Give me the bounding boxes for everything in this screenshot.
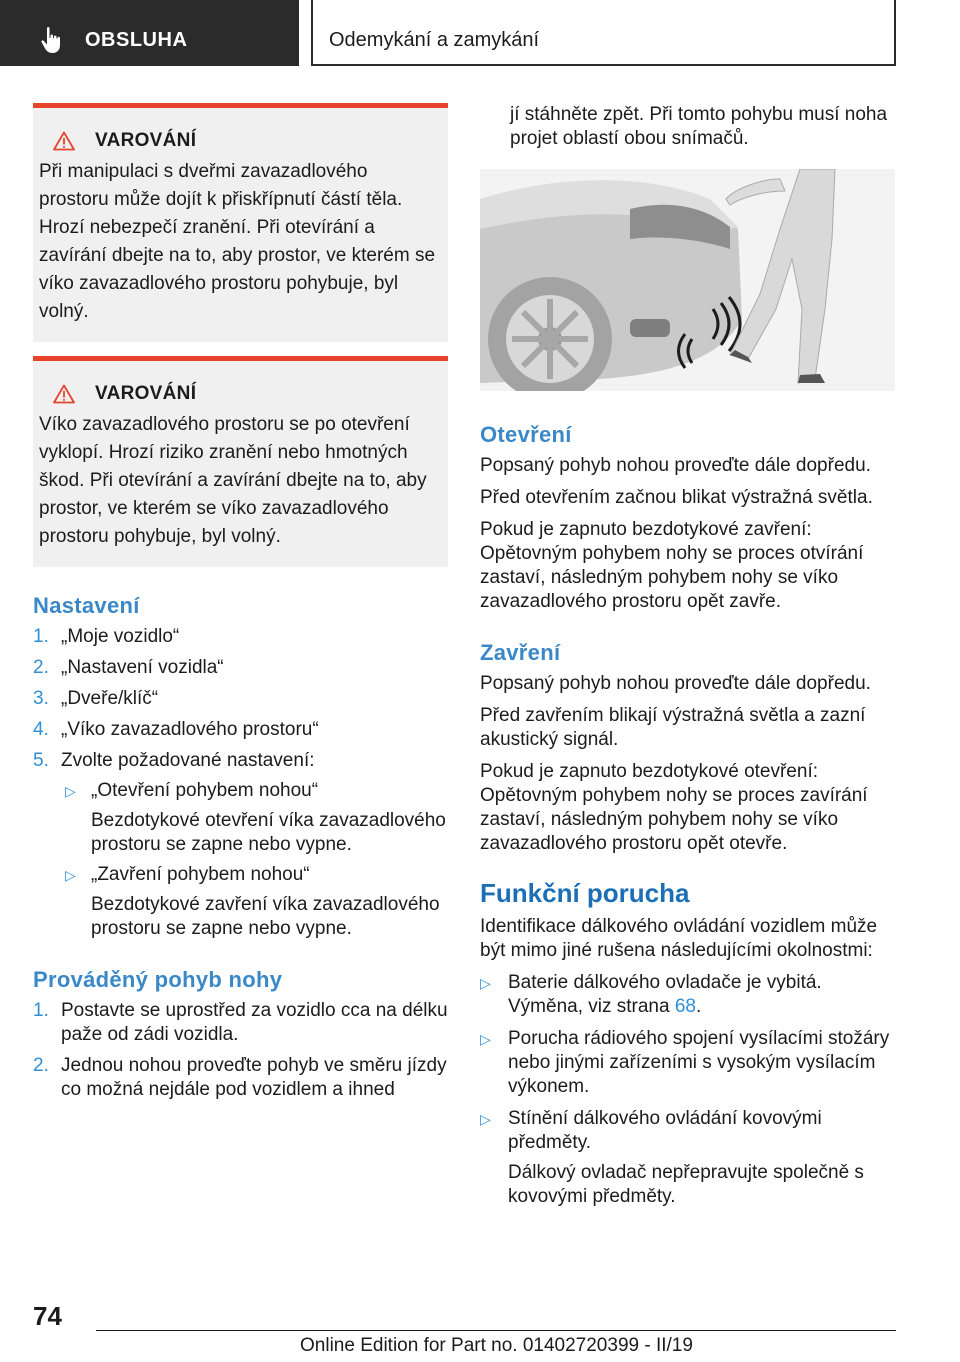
step-number: 3. (33, 688, 49, 709)
continued-text: jí stáhněte zpět. Při tomto pohybu musí noha projet oblastí obou snímačů. (510, 104, 888, 149)
section-tab (0, 0, 299, 66)
triangle-bullet-icon: ▷ (65, 867, 76, 883)
hand-pointer-icon (40, 26, 64, 54)
step-text: „Víko zavazadlového prostoru“ (61, 719, 319, 740)
warning-box (33, 356, 448, 567)
section-label: OBSLUHA (85, 29, 188, 51)
triangle-bullet-icon: ▷ (480, 1111, 491, 1127)
list-item (33, 656, 448, 680)
paragraph: Pokud je zapnuto bezdotykové otevření: Opětovným pohybem nohy se proces zavírání zastaví, následným pohybem nohy se víko zavazadlového prostoru opět otevře. (480, 761, 868, 854)
step-text: „Nastavení vozidla“ (61, 657, 224, 678)
foot-steps (33, 999, 448, 1102)
step-number: 2. (33, 1055, 49, 1076)
triangle-bullet-icon: ▷ (65, 783, 76, 799)
bullet-text: Stínění dálkového ovládání kovovými předměty. (508, 1108, 822, 1153)
chapter-tab (311, 0, 896, 66)
malfunction-list (480, 971, 895, 1209)
warning-text: Víko zavazadlového prostoru se po otevření vyklopí. Hrozí riziko zranění nebo hmotných škod. Při otevírání a zavírání dbejte na to, aby prostor, ve kterém se víko zavazadlového prostoru pohybuje, byl volný. (39, 414, 427, 547)
bullet-text: Baterie dálkového ovladače je vybitá. Výměna, viz strana (508, 972, 822, 1017)
heading-settings: Nastavení (33, 593, 140, 618)
page-number: 74 (33, 1301, 62, 1331)
heading-foot-movement: Prováděný pohyb nohy (33, 967, 283, 992)
step-number: 5. (33, 750, 49, 771)
list-item (61, 779, 448, 857)
car-tailgate-illustration (480, 169, 895, 391)
list-item (480, 1027, 895, 1099)
list-item (33, 718, 448, 742)
heading-close: Zavření (480, 640, 561, 665)
paragraph: Popsaný pohyb nohou proveďte dále dopředu. (480, 673, 871, 694)
page-link[interactable]: 68 (674, 996, 696, 1017)
heading-malfunction: Funkční porucha (480, 878, 690, 908)
warning-triangle-icon (53, 384, 75, 404)
chapter-title: Odemykání a zamykání (329, 29, 540, 51)
option-description: Bezdotykové otevření víka zavazadlového prostoru se zapne nebo vypne. (91, 810, 446, 855)
list-item (33, 687, 448, 711)
settings-steps (33, 625, 448, 941)
step-text: Jednou nohou proveďte pohyb ve směru jízdy co možná nejdále pod vozidlem a ihned (61, 1055, 447, 1100)
paragraph: Identifikace dálkového ovládání vozidlem může být mimo jiné rušena následujícími okolnostmi: (480, 916, 878, 961)
paragraph: Před otevřením začnou blikat výstražná světla. (480, 487, 873, 508)
warning-title: VAROVÁNÍ (95, 383, 197, 404)
list-item (480, 1107, 895, 1209)
warning-box (33, 103, 448, 342)
option-title: „Zavření pohybem nohou“ (91, 864, 310, 885)
warning-triangle-icon (53, 131, 75, 151)
list-item (33, 749, 448, 941)
step-text: Postavte se uprostřed za vozidlo cca na délku paže od zádi vozidla. (61, 1000, 448, 1045)
bullet-description: Dálkový ovladač nepřepravujte společně s kovovými předměty. (508, 1162, 864, 1207)
paragraph: Před zavřením blikají výstražná světla a zazní akustický signál. (480, 705, 866, 750)
step-number: 2. (33, 657, 49, 678)
right-column (480, 103, 895, 1217)
step-text: Zvolte požadované nastavení: (61, 750, 315, 771)
triangle-bullet-icon: ▷ (480, 975, 491, 991)
list-item (33, 999, 448, 1047)
list-item (61, 863, 448, 941)
bullet-text: Porucha rádiového spojení vysílacími stožáry nebo jinými zařízeními s vysokým vysílacím výkonem. (508, 1028, 890, 1097)
warning-header (39, 383, 440, 405)
warning-header (39, 130, 440, 152)
step-number: 4. (33, 719, 49, 740)
edition-text: Online Edition for Part no. 01402720399 - II/19 (300, 1335, 693, 1356)
step-number: 1. (33, 1000, 49, 1021)
paragraph: Pokud je zapnuto bezdotykové zavření: Opětovným pohybem nohy se proces otvírání zastaví, následným pohybem nohy se víko zavazadlového prostoru opět zavře. (480, 519, 864, 612)
list-item (480, 971, 895, 1019)
option-title: „Otevření pohybem nohou“ (91, 780, 319, 801)
page-header (0, 0, 960, 66)
step-text: „Moje vozidlo“ (61, 626, 180, 647)
footer-divider (96, 1330, 896, 1331)
option-description: Bezdotykové zavření víka zavazadlového prostoru se zapne nebo vypne. (91, 894, 440, 939)
paragraph: Popsaný pohyb nohou proveďte dále dopředu. (480, 455, 871, 476)
list-item (33, 625, 448, 649)
heading-open: Otevření (480, 422, 572, 447)
warning-title: VAROVÁNÍ (95, 130, 197, 151)
settings-options (61, 779, 448, 941)
list-item (33, 1054, 448, 1102)
left-column (33, 103, 448, 1109)
warning-text: Při manipulaci s dveřmi zavazadlového prostoru může dojít k přiskřípnutí částí těla. Hrozí nebezpečí zranění. Při otevírání a zavírání dbejte na to, aby prostor, ve kterém se víko zavazadlového prostoru pohybuje, byl volný. (39, 161, 436, 322)
step-number: 1. (33, 626, 49, 647)
step-text: „Dveře/klíč“ (61, 688, 159, 709)
bullet-text-end: . (695, 996, 702, 1017)
triangle-bullet-icon: ▷ (480, 1031, 491, 1047)
